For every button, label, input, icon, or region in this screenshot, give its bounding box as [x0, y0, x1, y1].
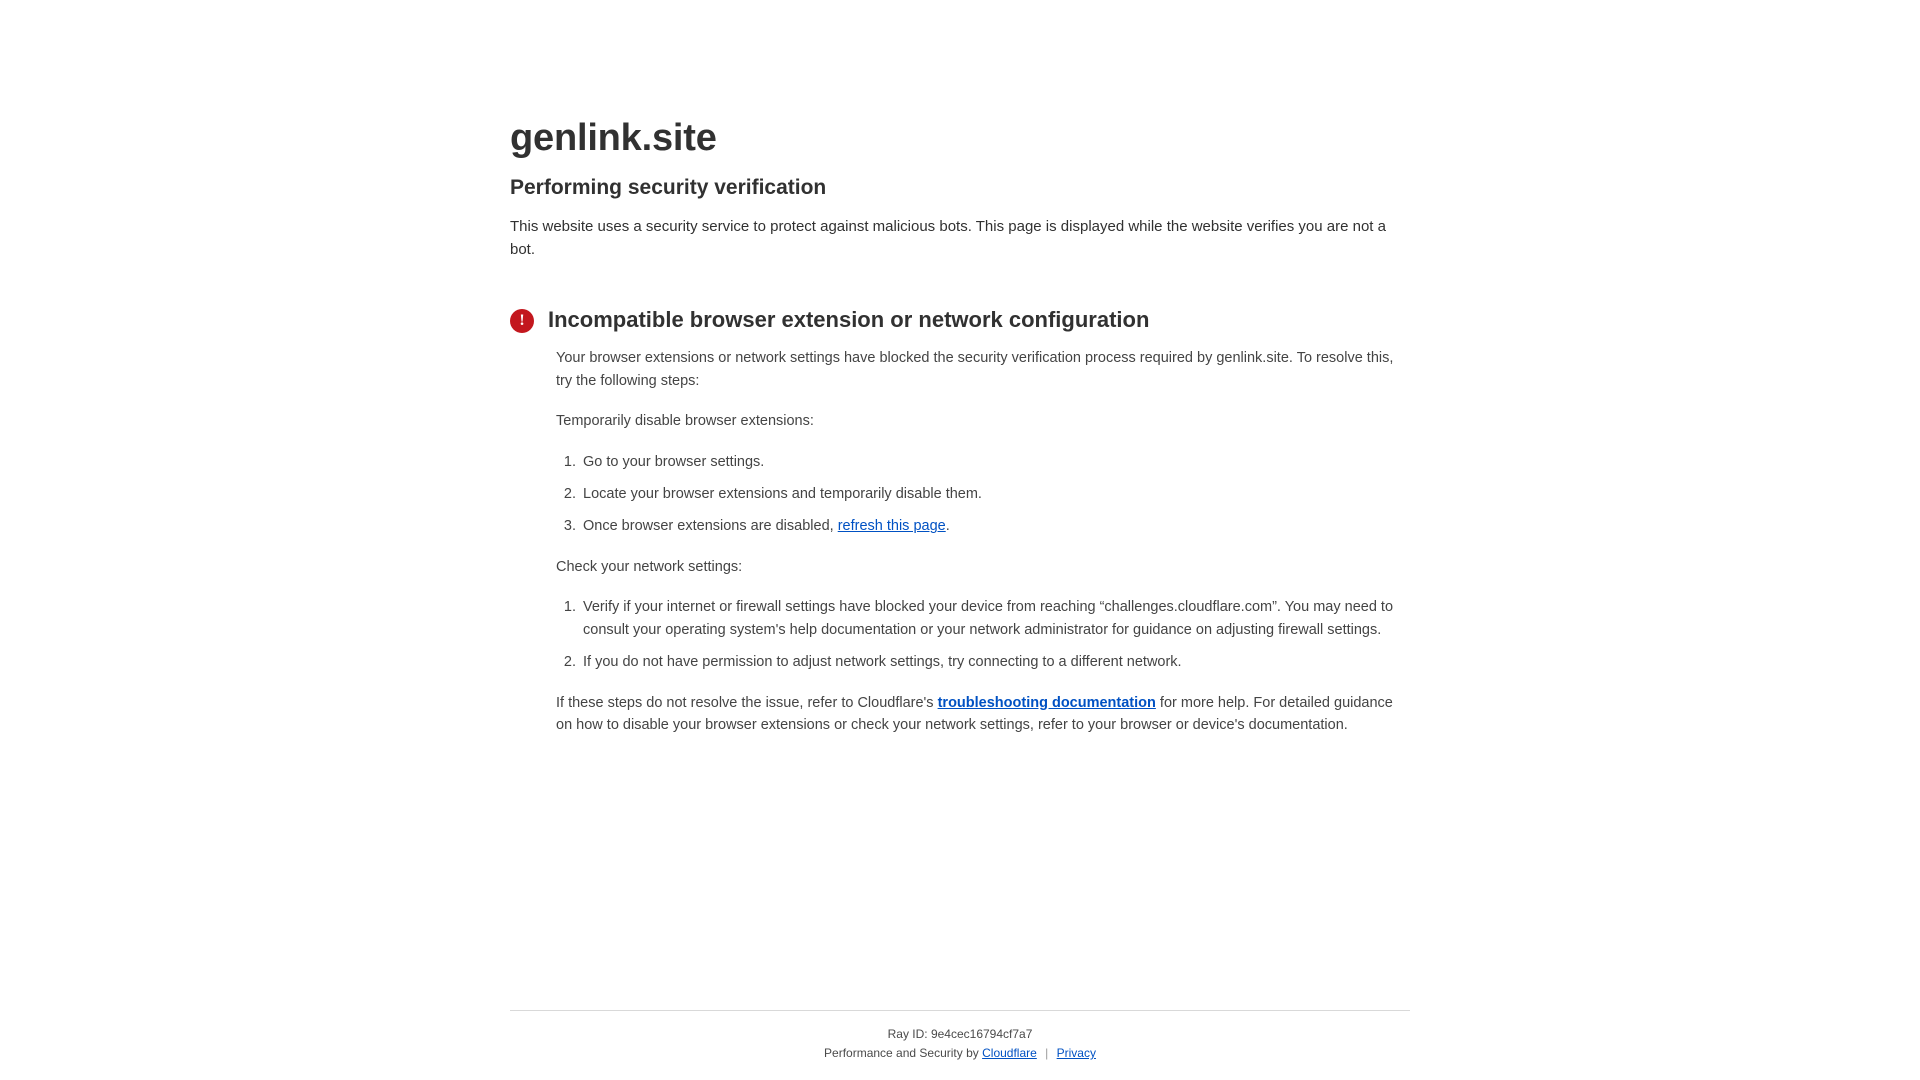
list-item — [580, 515, 1410, 537]
footer-credits — [510, 1044, 1410, 1063]
page-title: genlink.site — [510, 117, 717, 159]
network-heading: Check your network settings: — [556, 558, 743, 575]
footer-inner — [510, 1010, 1410, 1063]
performance-text: Performance and Security by — [824, 1046, 979, 1061]
network-steps-list — [556, 596, 1410, 673]
step-text-suffix: . — [945, 518, 950, 535]
cloudflare-link[interactable]: Cloudflare — [982, 1046, 1037, 1061]
extension-steps-list — [556, 451, 1410, 538]
refresh-page-link[interactable]: refresh this page — [837, 518, 946, 535]
error-header — [510, 306, 1410, 334]
error-title: Incompatible browser extension or network configuration — [548, 306, 1150, 332]
page-description: This website uses a security service to protect against malicious bots. This page is displayed while the website verifies you are not a bot. — [510, 218, 1386, 259]
list-item: 2. If you do not have permission to adjust network settings, try connecting to a different network. — [580, 651, 1410, 673]
closing-prefix: If these steps do not resolve the issue, refer to Cloudflare's — [556, 694, 938, 711]
list-item: 1. Go to your browser settings. — [580, 451, 1410, 473]
footer-separator: | — [1045, 1046, 1049, 1061]
footer-divider — [510, 1010, 1410, 1011]
list-item: 1. Verify if your internet or firewall settings have blocked your device from reaching “challenges.cloudflare.com”. You may need to consult your operating system's help documentation or your network administrator for guidance on adjusting firewall settings. — [580, 596, 1410, 641]
privacy-link[interactable]: Privacy — [1056, 1046, 1096, 1061]
list-item: 2. Locate your browser extensions and temporarily disable them. — [580, 483, 1410, 505]
extensions-heading: Temporarily disable browser extensions: — [556, 413, 814, 430]
step-text-prefix: Once browser extensions are disabled, — [583, 518, 838, 535]
error-body — [556, 347, 1410, 737]
error-block — [510, 306, 1410, 737]
closing-paragraph — [556, 692, 1410, 737]
ray-id: Ray ID: 9e4cec16794cf7a7 — [887, 1027, 1033, 1041]
page-subtitle: Performing security verification — [510, 175, 827, 199]
closing-suffix: for more help. For detailed guidance on how to disable your browser extensions or check your network settings, refer to your browser or device's documentation. — [556, 694, 1393, 734]
content-container — [510, 0, 1410, 737]
error-paragraph-primary: Your browser extensions or network settings have blocked the security verification process required by genlink.site. To resolve this, try the following steps: — [556, 350, 1394, 389]
alert-exclamation-icon: ! — [510, 309, 534, 333]
page-footer — [0, 1010, 1920, 1063]
troubleshooting-documentation-link[interactable]: troubleshooting documentation — [937, 694, 1156, 711]
